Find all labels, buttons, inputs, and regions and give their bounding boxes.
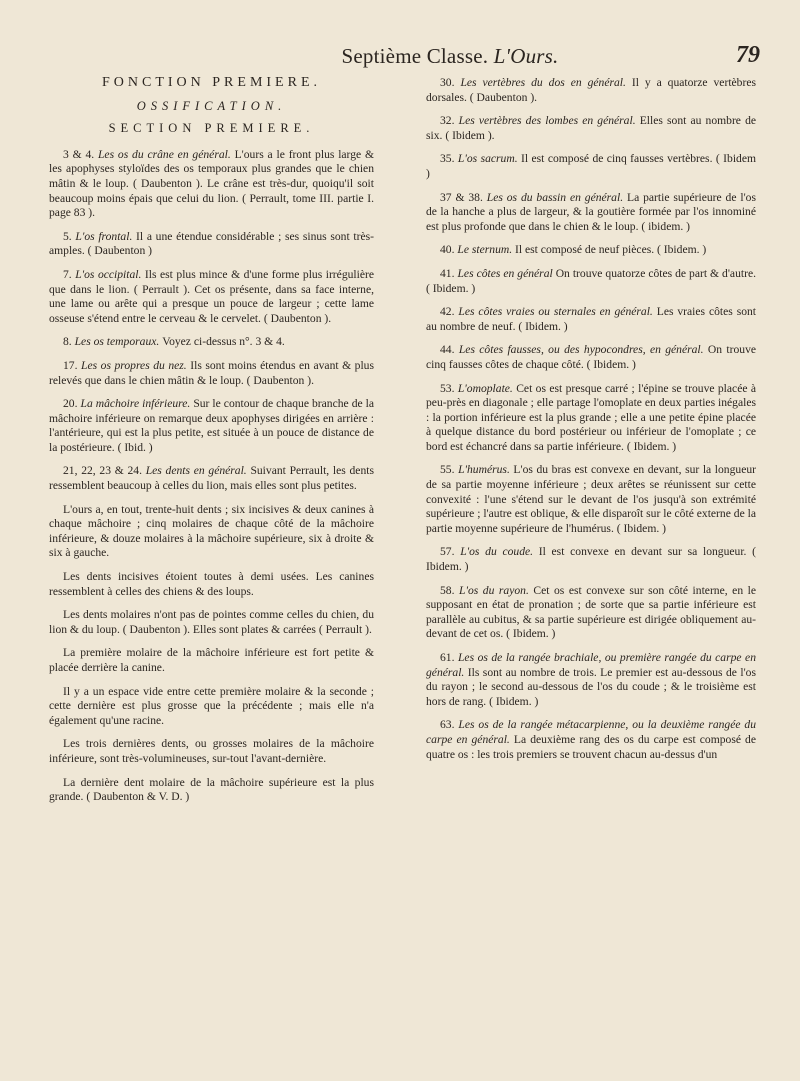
paragraph-number: 37 & 38.	[440, 190, 487, 204]
paragraph-number: 32.	[440, 114, 459, 128]
paragraph-text: Il est convexe en devant sur sa longueur. ( Ibidem. )	[426, 545, 757, 574]
paragraph-text: L'ours a, en tout, trente-huit dents ; six incisives & deux canines à chaque mâchoire ; cinq molaires de chaque côté de la mâchoire inférieure, & douze molaires à la mâchoire supérieure, six à droite & six à gauche.	[49, 502, 374, 560]
paragraph-number: 55.	[440, 463, 459, 477]
paragraph-number: 53.	[440, 381, 458, 395]
paragraph	[49, 503, 374, 561]
paragraph-title: Les côtes fausses, ou des hypocondres, en général.	[458, 343, 708, 357]
paragraph	[49, 570, 374, 599]
running-header	[240, 44, 660, 69]
left-column	[49, 76, 374, 814]
paragraph-number: 35.	[440, 152, 458, 166]
paragraph-text: La dernière dent molaire de la mâchoire supérieure est la plus grande. ( Daubenton & V. D. )	[49, 775, 374, 804]
paragraph-number: 30.	[440, 76, 461, 89]
paragraph	[49, 608, 374, 637]
paragraph-text: La deuxième rang des os du carpe est composé de quatre os : les trois premiers se trouvent chacun au-dessus d'un	[426, 732, 757, 761]
paragraph-text: Il y a quatorze vertèbres dorsales. ( Daubenton ).	[426, 76, 756, 104]
paragraph-text: Ils sont moins étendus en avant & plus relevés que dans le chien mâtin & le loup. ( Daubenton ).	[49, 358, 374, 387]
paragraph-number: 42.	[440, 305, 459, 319]
paragraph-text: Il est composé de cinq fausses vertèbres. ( Ibidem )	[426, 152, 757, 180]
subject-heading: OSSIFICATION.	[136, 98, 287, 113]
paragraph-text: Les trois dernières dents, ou grosses molaires de la mâchoire inférieure, sont très-volumineuses, sur-tout l'avant-dernière.	[49, 737, 374, 765]
paragraph-title: L'os frontal.	[75, 229, 137, 243]
paragraph-text: Suivant Perrault, les dents ressemblent beaucoup à celles du lion, mais elles sont plus petites.	[49, 464, 374, 493]
paragraph	[426, 76, 756, 105]
paragraph-number: 58.	[440, 583, 460, 597]
paragraph-number: 63.	[440, 718, 459, 732]
paragraph-number: 8.	[63, 335, 75, 349]
paragraph-title: L'humérus.	[458, 463, 514, 477]
paragraph-title: Les os du crâne en général.	[97, 147, 235, 161]
paragraph-text: On trouve quatorze côtes de part & d'autre. ( Ibidem. )	[426, 266, 757, 295]
paragraph-text: Les dents incisives étoient toutes à demi usées. Les canines ressemblent à celles des chiens & des loups.	[49, 570, 374, 598]
header-class: Septième Classe.	[341, 44, 489, 68]
paragraph-number: 40.	[440, 243, 458, 257]
paragraph-text: Il est composé de neuf pièces. ( Ibidem. )	[515, 243, 707, 257]
paragraph-title: Les os de la rangée métacarpienne, ou la deuxième rangée du carpe en général.	[426, 718, 756, 746]
paragraph-number: 5.	[63, 229, 76, 243]
paragraph	[426, 382, 756, 455]
paragraph	[426, 114, 756, 143]
paragraph-text: La partie supérieure de l'os de la hanche a plus de largeur, & la goutière formée par l'os innominé est plus profonde que dans le chien & le loup. ( ibidem. )	[426, 190, 756, 233]
paragraph-title: Les vertèbres des lombes en général.	[458, 114, 640, 128]
paragraph-title: Les côtes en général	[457, 266, 556, 280]
paragraph-title: Les dents en général.	[145, 464, 251, 478]
paragraph	[426, 545, 756, 574]
paragraph	[49, 268, 374, 326]
paragraph	[49, 464, 374, 493]
paragraph-title: L'os sacrum.	[457, 152, 522, 166]
paragraph-number: 17.	[63, 358, 82, 372]
right-paragraphs	[426, 76, 756, 762]
paragraph-number: 44.	[440, 343, 459, 357]
paragraph	[49, 737, 374, 766]
paragraph-title: La mâchoire inférieure.	[80, 397, 194, 411]
section-heading: SECTION PREMIERE.	[108, 121, 315, 136]
paragraph-text: Cet os est convexe sur son côté interne, en le supposant en état de pronation ; de sorte que sa partie inférieure est parallèle au cubitus, & sa partie supérieure est dirigée obliquement au-devant de cet os. ( Ibidem. )	[426, 583, 757, 641]
paragraph	[426, 651, 756, 709]
paragraph-title: Les vertèbres du dos en général.	[460, 76, 632, 89]
paragraph	[426, 305, 756, 334]
paragraph-text: Il a une étendue considérable ; ses sinus sont très-amples. ( Daubenton )	[49, 229, 374, 258]
paragraph-text: Ils sont au nombre de trois. Le premier est au-dessous de l'os du rayon ; le second au-dessous de l'os du coude ; & le troisième est hors de rang. ( Ibidem. )	[426, 665, 756, 708]
right-column	[426, 76, 756, 771]
paragraph-number: 61.	[440, 651, 458, 664]
paragraph	[426, 152, 756, 181]
paragraph	[426, 243, 756, 258]
paragraph-text: Sur le contour de chaque branche de la mâchoire inférieure on remarque deux apophyses dirigées en arrière : l'antérieure, qui est la plus petite, est située à un pouce de distance de la postérieure. ( Ibid. )	[49, 397, 375, 454]
page-number: 79	[736, 42, 760, 68]
paragraph	[49, 230, 374, 259]
paragraph	[49, 776, 374, 805]
left-paragraphs	[49, 148, 374, 805]
paragraph-text: Elles sont au nombre de six. ( Ibidem ).	[426, 114, 757, 142]
paragraph-text: On trouve cinq fausses côtes de chaque côté. ( Ibidem. )	[426, 343, 757, 371]
paragraph-title: Les os temporaux.	[74, 335, 163, 349]
paragraph-title: Les côtes vraies ou sternales en général.	[458, 305, 657, 319]
paragraph-title: Les os de la rangée brachiale, ou première rangée du carpe en général.	[426, 651, 756, 679]
paragraph	[426, 267, 756, 296]
paragraph-text: La première molaire de la mâchoire inférieure est fort petite & placée derrière la canine.	[49, 646, 374, 674]
paragraph	[426, 343, 756, 372]
paragraph-number: 57.	[440, 545, 461, 559]
paragraph-number: 3 & 4.	[63, 147, 98, 161]
paragraph	[49, 359, 374, 388]
header-animal: L'Ours.	[493, 44, 559, 68]
paragraph-number: 41.	[440, 266, 458, 280]
paragraph-title: L'os occipital.	[75, 267, 145, 281]
paragraph-title: L'os du coude.	[460, 545, 539, 559]
paragraph	[49, 148, 374, 221]
paragraph-number: 20.	[63, 397, 81, 411]
paragraph	[49, 685, 374, 729]
paragraph-text: Les vraies côtes sont au nombre de neuf. ( Ibidem. )	[426, 305, 757, 333]
paragraph	[426, 463, 756, 536]
paragraph	[426, 191, 756, 235]
paragraph-text: Il y a un espace vide entre cette première molaire & la seconde ; cette dernière est plus grosse que la précédente ; mais elle n'a également qu'une racine.	[49, 684, 374, 727]
paragraph-title: Les os du bassin en général.	[486, 190, 627, 204]
paragraph	[49, 397, 374, 455]
paragraph-title: Les os propres du nez.	[81, 358, 191, 372]
paragraph	[49, 646, 374, 675]
paragraph-text: Voyez ci-dessus n°. 3 & 4.	[162, 335, 285, 349]
paragraph-text: Les dents molaires n'ont pas de pointes comme celles du chien, du lion & du loup. ( Daubenton ). Elles sont plates & carrées ( Perrault ).	[49, 608, 374, 636]
paragraph	[426, 584, 756, 642]
paragraph-text: Ils est plus mince & d'une forme plus irrégulière que dans le lion. ( Perrault ). Cet os présente, dans sa face interne, une lame ou arête qui a presque un pouce de largeur ; cette lame osseuse s'étend entre le cerveau & le cervelet. ( Daubenton ).	[49, 267, 375, 325]
paragraph-text: L'os du bras est convexe en devant, sur la longueur de sa partie moyenne inférieure ; deux arêtes se réunissent sur cette convexité : l'une s'étend sur le devant de l'os jusqu'à son extrémité supérieure ; l'autre est oblique, & elle disparoît sur le côté externe de la partie moyenne supérieure de l'humérus. ( Ibidem. )	[426, 463, 756, 535]
paragraph-title: Le sternum.	[457, 243, 516, 257]
paragraph-text: Cet os est presque carré ; l'épine se trouve placée à peu-près en diagonale ; elle partage l'omoplate en deux parties inégales : la portion inférieure est la plus grande ; elle a une petite épine placée à quelque distance du bord postérieur ou inférieur de l'omoplate ; ce bord est échancré dans sa partie inférieure. ( Ibidem. )	[426, 381, 756, 453]
paragraph-number: 7.	[63, 267, 76, 281]
paragraph-text: L'ours a le front plus large & les apophyses styloïdes des os temporaux plus grandes que le chien mâtin & le loup. ( Daubenton ). Le crâne est très-dur, quoiqu'il soit beaucoup moins épais que celui du lion. ( Perrault, tome III. partie I. page 83 ).	[49, 147, 374, 220]
paragraph-title: L'omoplate.	[457, 381, 517, 395]
paragraph-number: 21, 22, 23 & 24.	[63, 464, 146, 478]
function-heading: FONCTION PREMIERE.	[101, 75, 321, 90]
paragraph-title: L'os du rayon.	[459, 583, 534, 597]
paragraph	[426, 718, 756, 762]
paragraph	[49, 335, 374, 350]
